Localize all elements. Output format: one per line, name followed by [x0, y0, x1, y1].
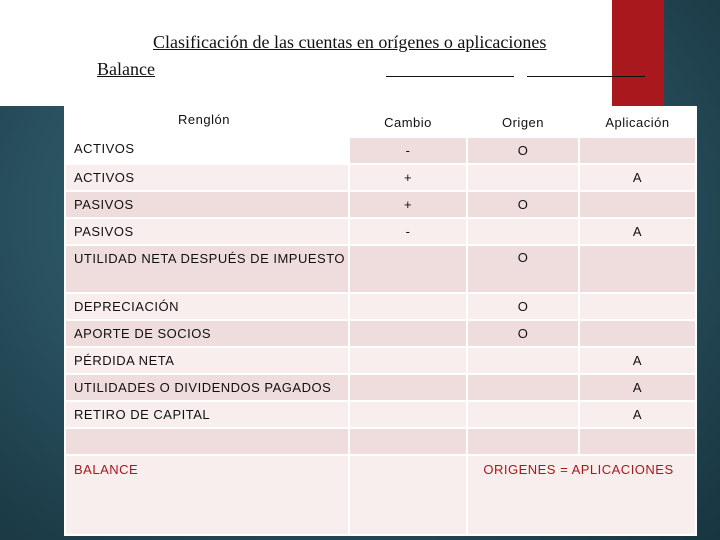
cell-cambio: [349, 245, 467, 293]
cell-cambio: [349, 374, 467, 401]
table-row: [65, 191, 696, 218]
table-row-empty: [65, 428, 696, 455]
cell-aplicacion: [579, 293, 696, 320]
cell-aplicacion: [579, 320, 696, 347]
cell-renglon: ACTIVOS: [65, 164, 349, 191]
cell-aplicacion: [579, 191, 696, 218]
blank-line-2: [527, 76, 645, 77]
cell-origen: [467, 218, 579, 245]
cell-origen: [467, 374, 579, 401]
cell-renglon: RETIRO DE CAPITAL: [65, 401, 349, 428]
table-row: [65, 293, 696, 320]
cell-renglon: UTILIDADES O DIVIDENDOS PAGADOS: [65, 374, 349, 401]
cell-aplicacion: A: [579, 347, 696, 374]
table-row: [65, 347, 696, 374]
empty-cell: [579, 428, 696, 455]
blank-line-1: [386, 76, 514, 77]
cell-aplicacion: A: [579, 218, 696, 245]
table-row: [65, 374, 696, 401]
table-row: [65, 164, 696, 191]
cell-cambio: [349, 320, 467, 347]
empty-cell: [467, 428, 579, 455]
cell-renglon: UTILIDAD NETA DESPUÉS DE IMPUESTO: [65, 245, 349, 293]
classification-table: [64, 106, 697, 536]
title-area: [0, 0, 612, 106]
cell-origen: [467, 347, 579, 374]
balance-label: BALANCE: [65, 455, 349, 535]
page-subtitle: Balance: [97, 59, 155, 79]
header-renglon: Renglón: [65, 107, 349, 164]
table-row: [65, 218, 696, 245]
table-row: [65, 245, 696, 293]
balance-result: ORIGENES = APLICACIONES: [467, 455, 696, 535]
table-row: [65, 401, 696, 428]
accent-bar: [612, 0, 664, 106]
cell-cambio: +: [349, 164, 467, 191]
row-label-activos: ACTIVOS: [74, 141, 135, 156]
cell-cambio: [349, 293, 467, 320]
cell-aplicacion: A: [579, 164, 696, 191]
cell-aplicacion: [579, 245, 696, 293]
empty-cell: [349, 455, 467, 535]
header-cambio: Cambio: [349, 107, 467, 137]
cell-aplicacion: A: [579, 401, 696, 428]
cell-cambio: [349, 401, 467, 428]
cell-renglon: PASIVOS: [65, 218, 349, 245]
cell-aplicacion: A: [579, 374, 696, 401]
cell-cambio: [349, 347, 467, 374]
header-aplicacion: Aplicación: [579, 107, 696, 137]
cell-aplicacion: [579, 137, 696, 164]
table-row: [65, 320, 696, 347]
balance-row: [65, 455, 696, 535]
cell-cambio: -: [349, 137, 467, 164]
cell-origen: [467, 164, 579, 191]
cell-cambio: +: [349, 191, 467, 218]
cell-renglon: PASIVOS: [65, 191, 349, 218]
cell-origen: O: [467, 320, 579, 347]
cell-origen: [467, 401, 579, 428]
cell-cambio: -: [349, 218, 467, 245]
cell-renglon: DEPRECIACIÓN: [65, 293, 349, 320]
cell-origen: O: [467, 293, 579, 320]
header-origen: Origen: [467, 107, 579, 137]
cell-origen: O: [467, 191, 579, 218]
table-header: [65, 107, 696, 137]
page-title: Clasificación de las cuentas en orígenes o aplicaciones: [153, 32, 547, 52]
empty-cell: [65, 428, 349, 455]
empty-cell: [349, 428, 467, 455]
cell-renglon: APORTE DE SOCIOS: [65, 320, 349, 347]
cell-origen: O: [467, 245, 579, 293]
cell-renglon: PÉRDIDA NETA: [65, 347, 349, 374]
cell-origen: O: [467, 137, 579, 164]
